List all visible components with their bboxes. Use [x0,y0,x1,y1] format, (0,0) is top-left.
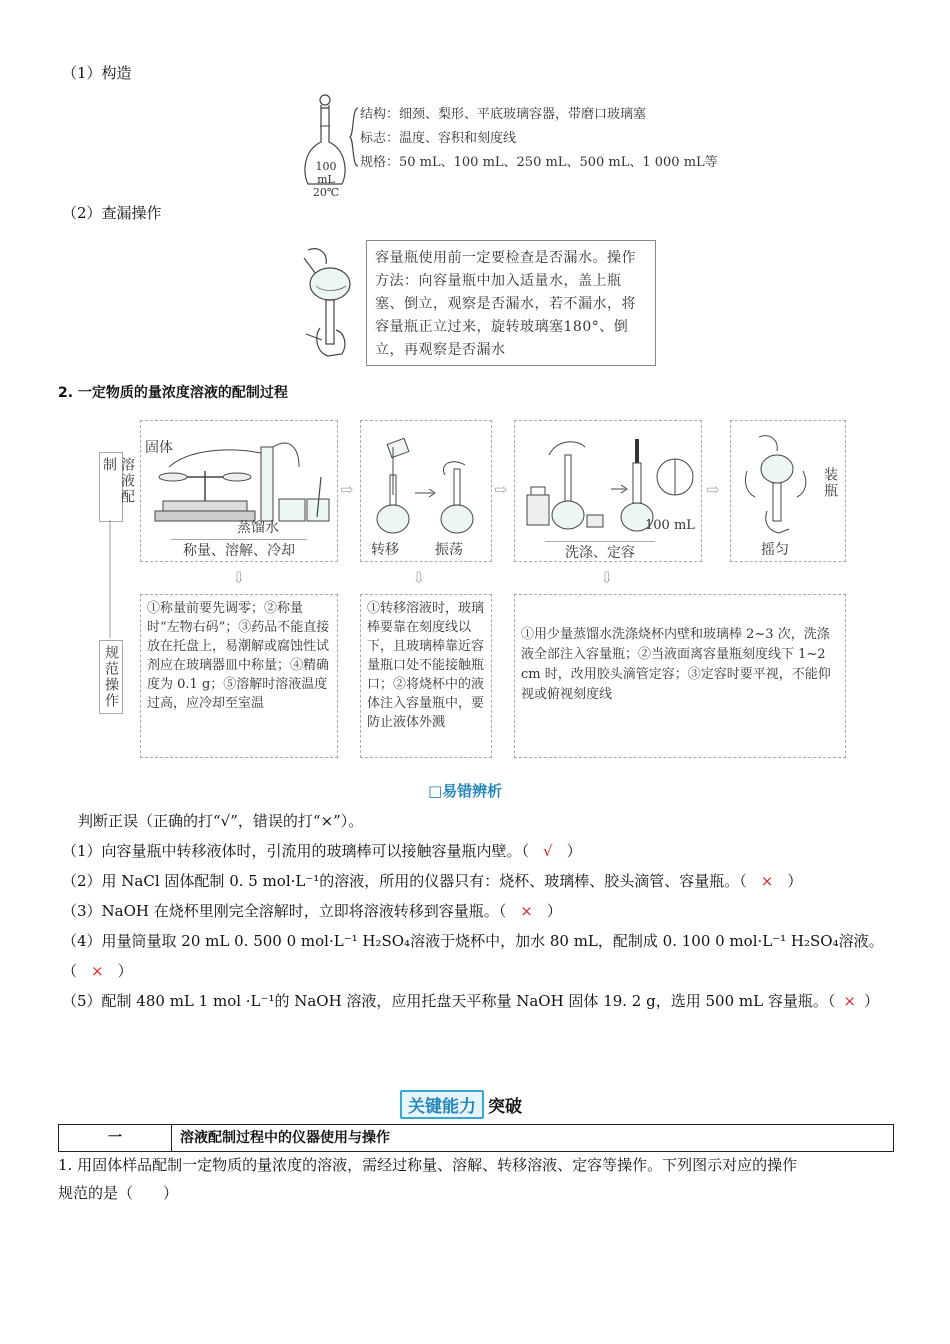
error-item-5: （5）配制 480 mL 1 mol ·L⁻¹的 NaOH 溶液，应用托盘天平称量 NaOH 固体 19. 2 g，选用 500 mL 容量瓶。（ × ） [62,992,879,1010]
notes-weigh: ①称量前要先调零；②称量时“左物右码”；③药品不能直接放在托盘上，易潮解或腐蚀性试剂应在玻璃器皿中称量；④精确度为 0.1 g；⑤溶解时溶液温度过高，应冷却至室温 [140,594,338,758]
section-label-leak-test: （2）查漏操作 [62,204,162,222]
answer-mark: × [843,992,856,1010]
process-heading: 2. 一定物质的量浓度溶液的配制过程 [58,385,288,401]
flask-volume-label: 100 mL 20℃ [312,160,340,199]
stage1-caption: 称量、溶解、冷却 [171,539,307,560]
section-label-structure: （1）构造 [62,64,132,82]
arrow-right-icon: ⇨ [340,480,354,499]
label-standard-ops: 规范操作 [99,640,123,714]
topic-number: 一 [59,1125,172,1151]
error-intro: 判断正误（正确的打“√”，错误的打“×”）。 [78,812,364,830]
arrow-right-icon: ⇨ [494,480,508,499]
invert-shake-icon [739,431,815,537]
error-item-1: （1）向容量瓶中转移液体时，引流用的玻璃棒可以接触容量瓶内壁。（ √ ） [62,842,582,860]
stage4-caption: 摇匀 [761,542,789,558]
flask-structure: 结构：细颈、梨形、平底玻璃容器，带磨口玻璃塞 [360,107,647,122]
volume-mark-label: 100 mL [645,518,695,533]
arrow-right-icon: ⇨ [706,480,720,499]
leak-test-box [366,240,656,366]
answer-mark: × [760,872,774,890]
arrow-down-icon: ⇩ [412,568,426,587]
stage2-caption-transfer: 转移 [371,542,399,558]
answer-mark: √ [543,842,553,860]
leak-test-text: 容量瓶使用前一定要检查是否漏水。操作方法：向容量瓶中加入适量水，盖上瓶塞、倒立，观察是否漏水，若不漏水，将容量瓶正立过来，旋转玻璃塞180°、倒立，再观察是否漏水 [375,250,636,358]
error-item-3: （3）NaOH 在烧杯里刚完全溶解时，立即将溶液转移到容量瓶。（ × ） [62,902,562,920]
distilled-water-label: 蒸馏水 [237,520,279,536]
error-item-2: （2）用 NaCl 固体配制 0. 5 mol·L⁻¹的溶液，所用的仪器只有：烧杯、玻璃棒、胶头滴管、容量瓶。（ × ） [62,872,803,890]
stage3-caption: 洗涤、定容 [545,541,655,562]
stage-transfer-shake [360,420,492,562]
transfer-and-shake-icon [367,435,487,535]
flask-bracket [348,106,360,168]
topic-title: 溶液配制过程中的仪器使用与操作 [180,1130,390,1146]
vertical-connector [108,520,112,640]
solid-label: 固体 [145,440,173,456]
stage-weigh-dissolve [140,420,338,562]
question-1: 1. 用固体样品配制一定物质的量浓度的溶液，需经过称量、溶解、转移溶液、定容等操作。下列图示对应的操作 规范的是（ ） [58,1156,798,1202]
notes-transfer: ①转移溶液时，玻璃棒要靠在刻度线以下，且玻璃棒靠近容量瓶口处不能接触瓶口；②将烧杯中的液体注入容量瓶中，要防止液体外溅 [360,594,492,758]
stage2-caption-shake: 振荡 [435,542,463,558]
flask-marks: 标志：温度、容积和刻度线 [360,131,517,146]
stage-shake-bottle [730,420,846,562]
arrow-down-icon: ⇩ [232,568,246,587]
error-analysis-title: □易错辨析 [428,782,503,800]
error-item-4: （4）用量筒量取 20 mL 0. 500 0 mol·L⁻¹ H₂SO₄溶液于烧杯中，加水 80 mL，配制成 0. 100 0 mol·L⁻¹ H₂SO₄溶液。 （ × ） [62,932,884,980]
stage-wash-fix-volume [514,420,702,562]
topic-table [58,1124,894,1152]
flask-specs: 规格：50 mL、100 mL、250 mL、500 mL、1 000 mL等 [360,155,718,170]
arrow-down-icon: ⇩ [600,568,614,587]
key-ability-tag: 关键能力 [400,1090,484,1119]
key-ability-banner: 关键能力 突破 [400,1090,522,1119]
bottling-label: 装瓶 [822,467,838,499]
answer-mark: × [520,902,533,920]
answer-mark: × [91,962,104,980]
notes-wash: ①用少量蒸馏水洗涤烧杯内壁和玻璃棒 2~3 次，洗涤液全部注入容量瓶；②当液面离容量瓶刻度线下 1~2 cm 时，改用胶头滴管定容；③定容时要平视，不能仰视或俯视刻度线 [514,594,846,758]
inverted-flask-hand-icon [296,244,366,364]
label-solution-prep: 溶液配制 [99,452,123,522]
